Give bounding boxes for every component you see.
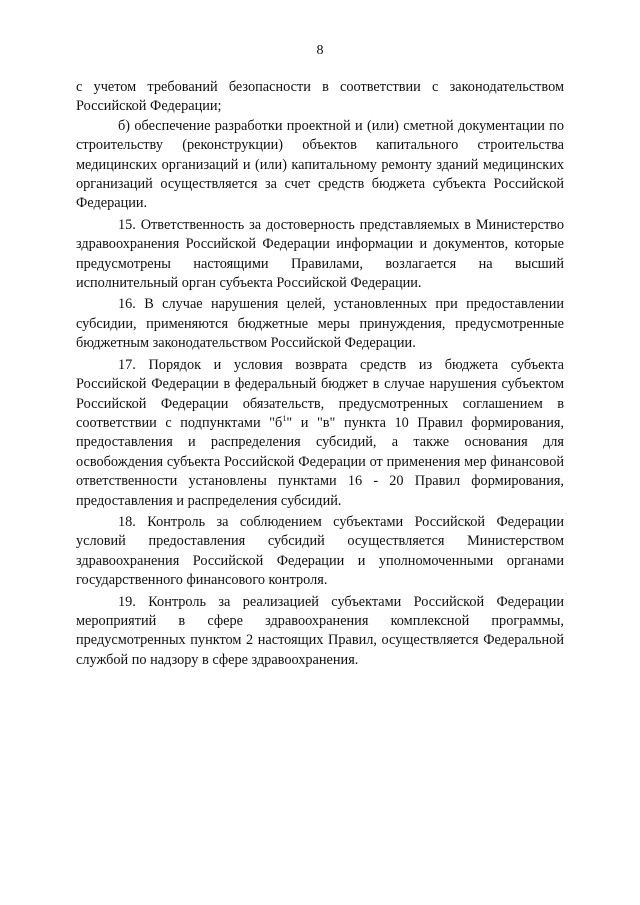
paragraph-19: 19. Контроль за реализацией субъектами Российской Федерации мероприятий в сфере здравоохранения комплексной программы, предусмотренных пунктом 2 настоящих Правил, осуществляется Федеральной службой по надзору в сфере здравоохранения. — [76, 593, 564, 668]
paragraph-16: 16. В случае нарушения целей, установленных при предоставлении субсидии, применяются бюджетные меры принуждения, предусмотренные бюджетным законодательством Российской Федерации. — [76, 296, 564, 352]
page-number: 8 — [316, 43, 324, 58]
paragraph-15: 15. Ответственность за достоверность представляемых в Министерство здравоохранения Российской Федерации информации и документов, которые предусмотрены настоящими Правилами, возлагается на высший исполнительный орган субъекта Российской Федерации. — [76, 216, 564, 292]
paragraph-continuation: с учетом требований безопасности в соответствии с законодательством Российской Федерации; — [76, 79, 564, 115]
document-body — [76, 78, 564, 670]
superscript-one: 1 — [282, 414, 287, 424]
paragraph-17-text-start: 17. Порядок и условия возврата средств из бюджета субъекта Российской Федерации в федеральный бюджет в случае нарушения субъектом Российской Федерации обязательств, предусмотренных соглашением в соответствии с подпунктами "б — [76, 356, 564, 431]
paragraph-17 — [76, 356, 564, 511]
paragraph-subitem-b: б) обеспечение разработки проектной и (или) сметной документации по строительству (реконструкции) объектов капитального строительства медицинских организаций и (или) капитальному ремонту зданий медицинских организаций осуществляется за счет средств бюджета субъекта Российской Федерации. — [76, 117, 564, 212]
paragraph-17-text-end: " и "в" пункта 10 Правил формирования, предоставления и распределения субсидий, а также основания для освобождения субъекта Российской Федерации от применения мер финансовой ответственности установлены пунктами 16 - 20 Правил формирования, предоставления и распределения субсидий. — [76, 414, 564, 509]
paragraph-18: 18. Контроль за соблюдением субъектами Российской Федерации условий предоставления субсидий осуществляется Министерством здравоохранения Российской Федерации и уполномоченными органами государственного финансового контроля. — [76, 513, 564, 589]
